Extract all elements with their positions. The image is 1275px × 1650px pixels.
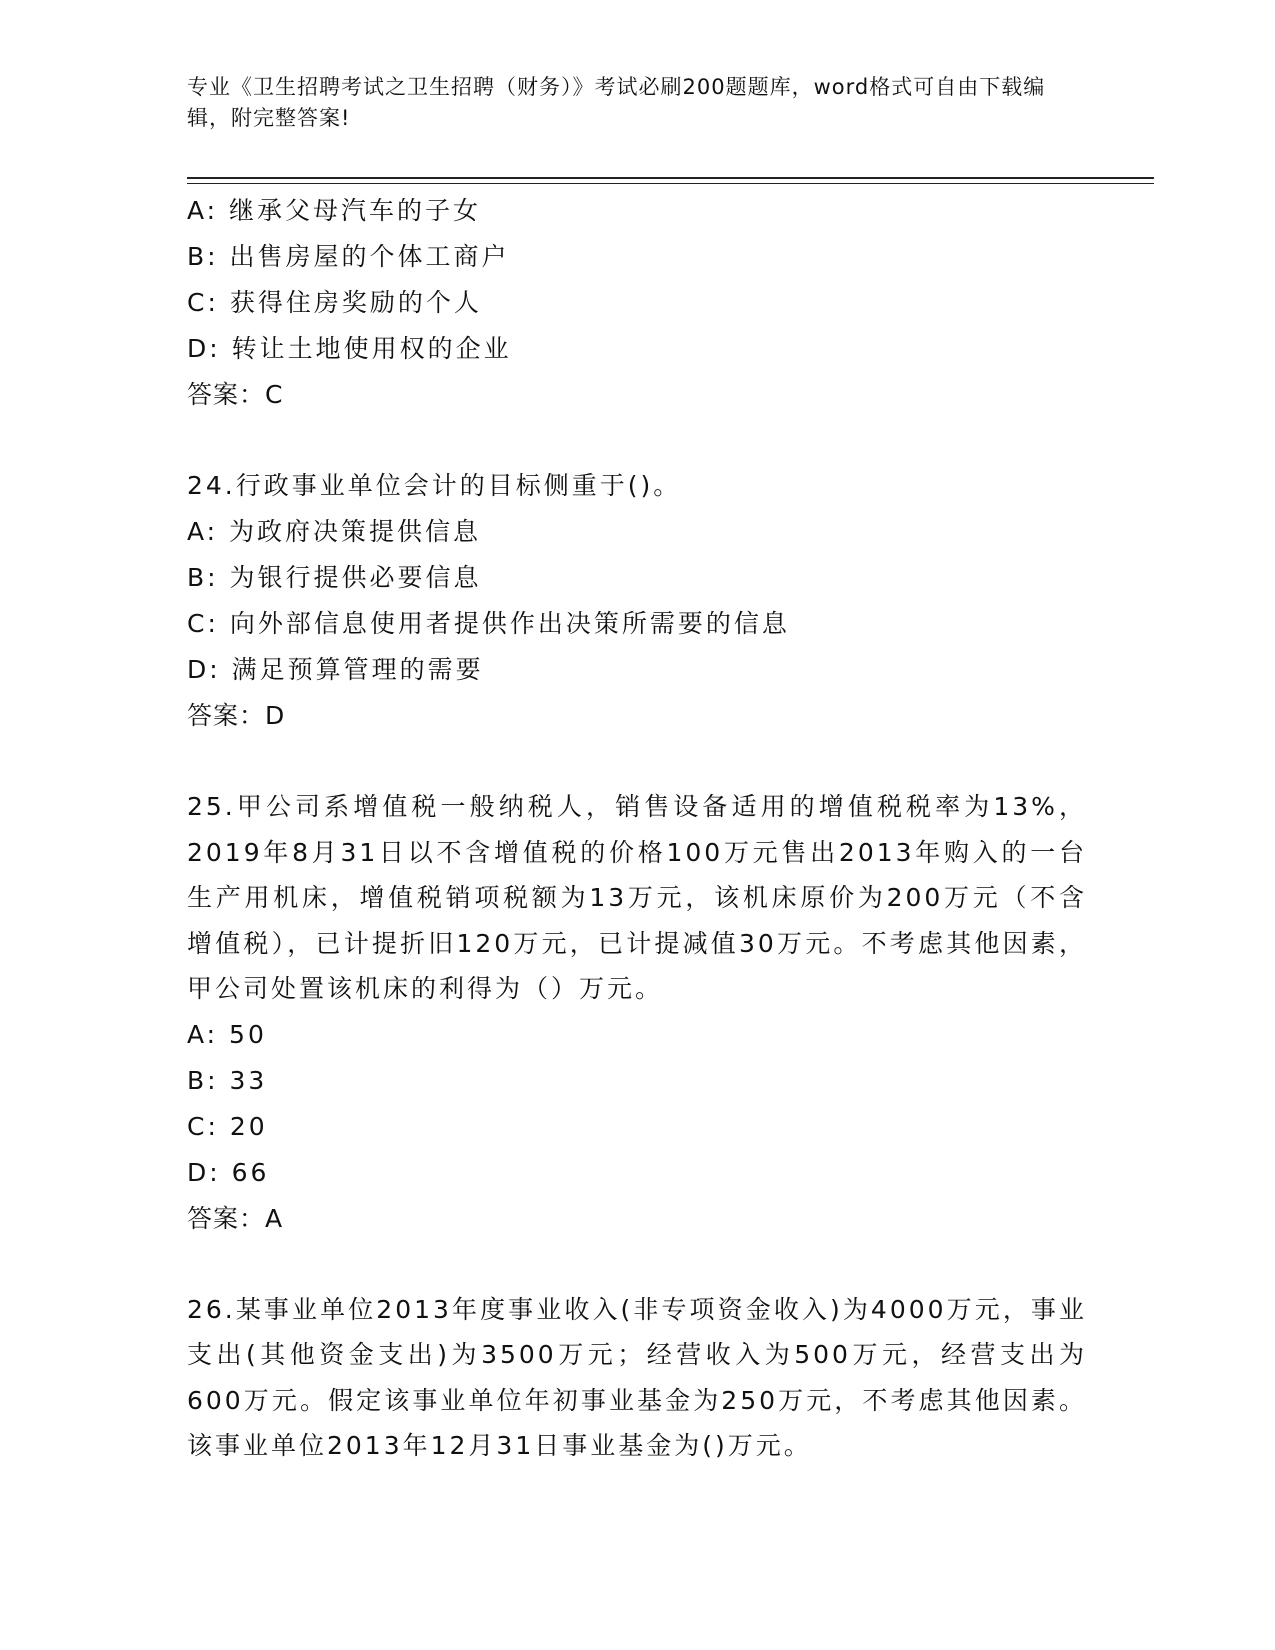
option-d: D: 66 bbox=[187, 1157, 270, 1187]
question-content bbox=[187, 188, 1087, 1469]
question-block-25 bbox=[187, 784, 1087, 1242]
option-a: A: 为政府决策提供信息 bbox=[187, 517, 482, 546]
option-b: B: 33 bbox=[187, 1065, 268, 1095]
option-b: B: 出售房屋的个体工商户 bbox=[187, 242, 510, 271]
question-block-23 bbox=[187, 188, 1087, 418]
option-c: C: 20 bbox=[187, 1111, 268, 1141]
answer-line: 答案：D bbox=[187, 701, 286, 730]
option-a: A: 继承父母汽车的子女 bbox=[187, 196, 482, 225]
answer-line: 答案：A bbox=[187, 1203, 284, 1233]
header-rule-thin bbox=[187, 183, 1154, 184]
header-rule-thick bbox=[187, 177, 1154, 179]
document-header: 专业《卫生招聘考试之卫生招聘（财务）》考试必刷200题题库，word格式可自由下载编辑，附完整答案! bbox=[187, 75, 1046, 130]
question-block-26 bbox=[187, 1287, 1087, 1469]
option-b: B: 为银行提供必要信息 bbox=[187, 563, 482, 592]
answer-line: 答案：C bbox=[187, 380, 284, 409]
question-stem: 24.行政事业单位会计的目标侧重于()。 bbox=[187, 471, 682, 500]
option-c: C: 向外部信息使用者提供作出决策所需要的信息 bbox=[187, 609, 790, 638]
option-d: D: 满足预算管理的需要 bbox=[187, 655, 484, 684]
question-stem: 25.甲公司系增值税一般纳税人，销售设备适用的增值税税率为13%，2019年8月31日以不含增值税的价格100万元售出2013年购入的一台生产用机床，增值税销项税额为13万元，该机床原价为200万元（不含增值税），已计提折旧120万元，已计提减值30万元。不考虑其他因素，甲公司处置该机床的利得为（）万元。 bbox=[187, 792, 1087, 1003]
option-c: C: 获得住房奖励的个人 bbox=[187, 288, 482, 317]
option-a: A: 50 bbox=[187, 1019, 267, 1049]
option-d: D: 转让土地使用权的企业 bbox=[187, 334, 512, 363]
question-block-24 bbox=[187, 463, 1087, 739]
question-stem: 26.某事业单位2013年度事业收入(非专项资金收入)为4000万元，事业支出(其他资金支出)为3500万元；经营收入为500万元，经营支出为600万元。假定该事业单位年初事业基金为250万元，不考虑其他因素。该事业单位2013年12月31日事业基金为()万元。 bbox=[187, 1294, 1087, 1460]
